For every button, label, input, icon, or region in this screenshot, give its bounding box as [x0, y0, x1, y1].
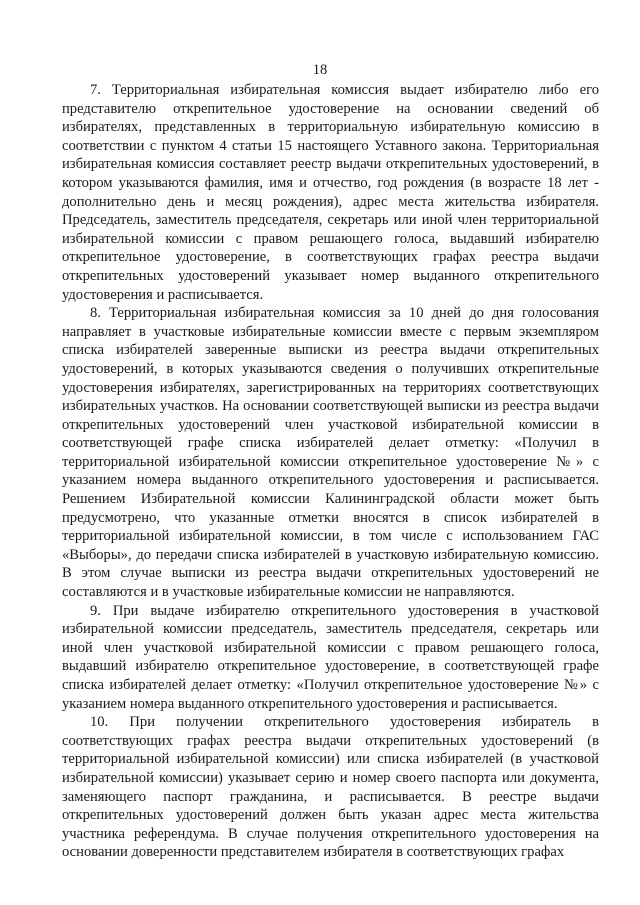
paragraph-7: 7. Территориальная избирательная комиссия выдает избирателю либо его представителю открепительное удостоверение на основании сведений об избирателях, представленных в территориальную избирательную комиссию в соответствии с пунктом 4 статьи 15 настоящего Уставного закона. Территориальная избирательная комиссия составляет реестр выдачи открепительных удостоверений, в котором указываются фамилия, имя и отчество, год рождения (в возрасте 18 лет - дополнительно день и месяц рождения), адрес места жительства избирателя. Председатель, заместитель председателя, секретарь или иной член территориальной избирательной комиссии с правом решающего голоса, выдавший избирателю открепительное удостоверение, в соответствующих графах реестра выдачи открепительных удостоверений указывает номер выданного открепительного удостоверения и расписывается. — [62, 82, 599, 303]
page-number: 18 — [312, 62, 328, 78]
paragraph-8: 8. Территориальная избирательная комиссия за 10 дней до дня голосования направляет в участковые избирательные комиссии вместе с первым экземпляром списка избирателей заверенные выписки из реестра выдачи открепительных удостоверений, в которых указываются сведения о получивших открепительные удостоверения избирателях, зарегистрированных на территориях соответствующих избирательных участков. На основании соответствующей выписки из реестра выдачи открепительных удостоверений член участковой избирательной комиссии в соответствующей графе списка избирателей делает отметку: «Получил в территориальной избирательной комиссии открепительное удостоверение №» с указанием номера выданного открепительного удостоверения и расписывается. Решением Избирательной комиссии Калининградской области может быть предусмотрено, что указанные отметки вносятся в список избирателей в территориальной избирательной комиссии, в том числе с использованием ГАС «Выборы», до передачи списка избирателей в участковую избирательную комиссию. В этом случае выписки из реестра выдачи открепительных удостоверений не составляются и в участковые избирательные комиссии не направляются. — [62, 305, 599, 601]
paragraph-10: 10. При получении открепительного удостоверения избиратель в соответствующих графах реестра выдачи открепительных удостоверений (в территориальной избирательной комиссии) или списка избирателей (в участковой избирательной комиссии) указывает серию и номер своего паспорта или документа, заменяющего паспорт гражданина, и расписывается. В реестре выдачи открепительных удостоверений должен быть указан адрес места жительства участника референдума. В случае получения открепительного удостоверения на основании доверенности представителем избирателя в соответствующих графах — [62, 714, 599, 861]
paragraph-9: 9. При выдаче избирателю открепительного удостоверения в участковой избирательной комиссии председатель, заместитель председателя, секретарь или иной член участковой избирательной комиссии с правом решающего голоса, выдавший избирателю открепительное удостоверение, в соответствующей графе списка избирателей делает отметку: «Получил открепительное удостоверение №» с указанием номера выданного открепительного удостоверения и расписывается. — [62, 602, 599, 712]
document-body — [62, 81, 599, 862]
